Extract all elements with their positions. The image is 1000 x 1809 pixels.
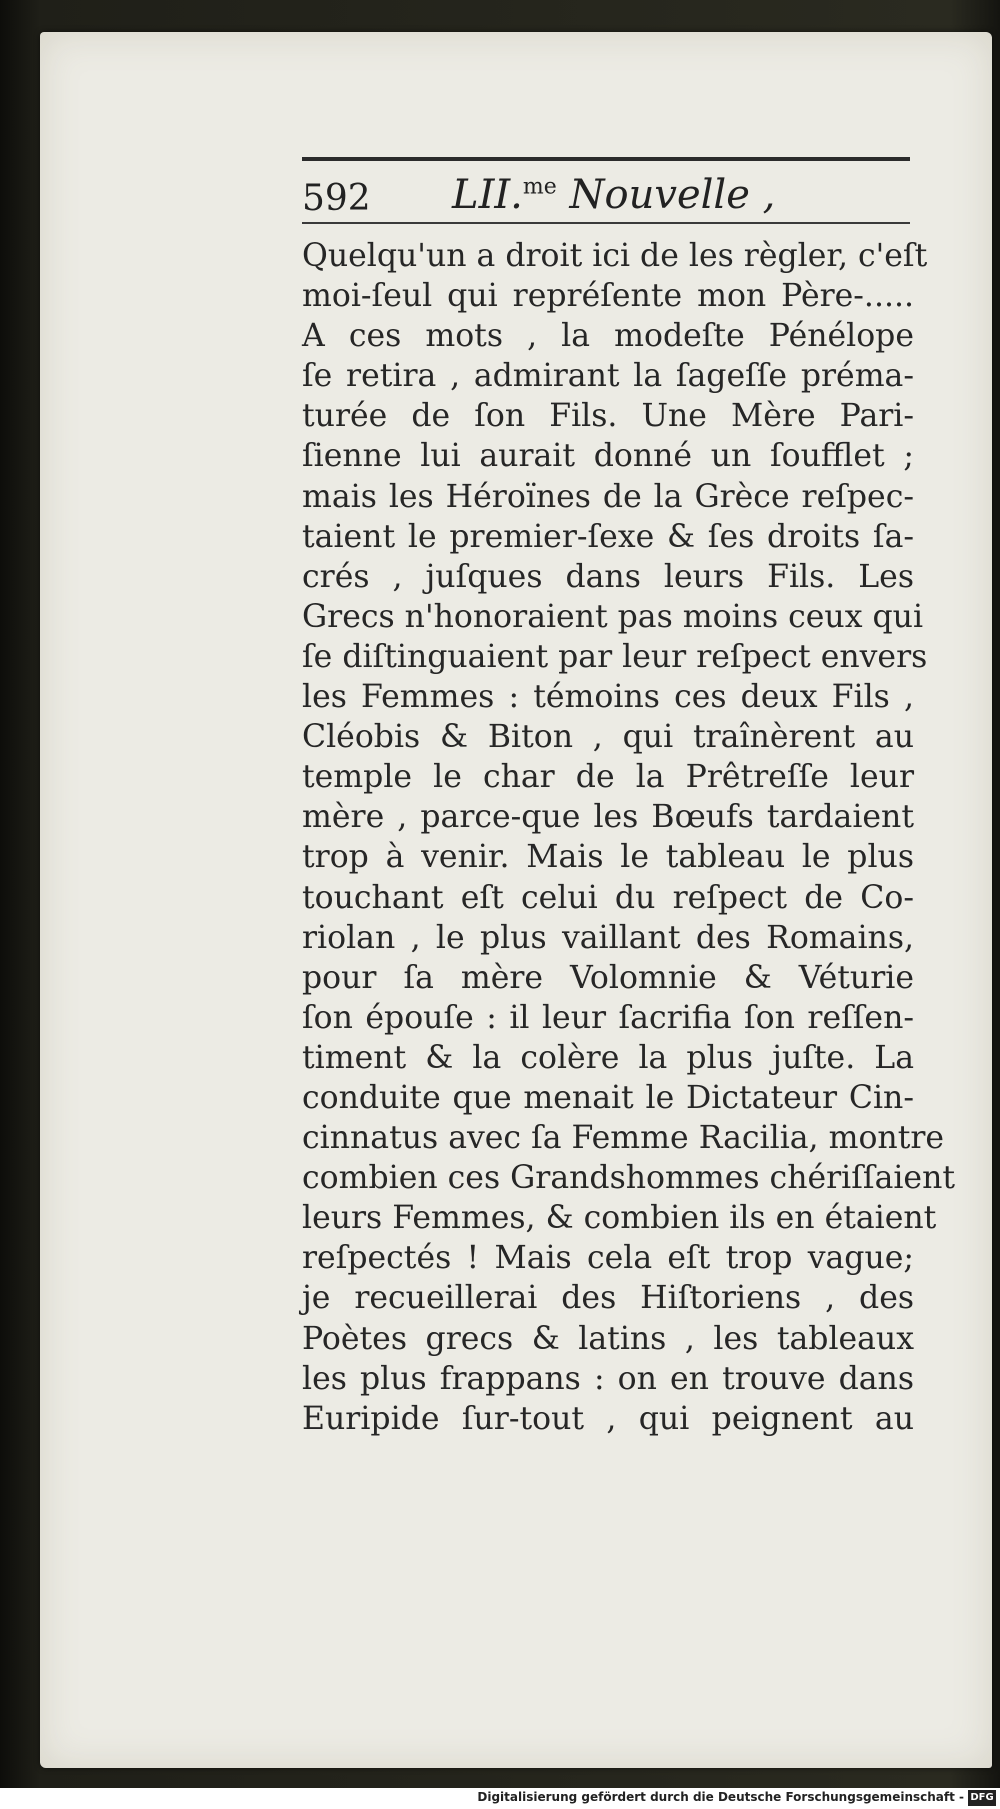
text-line: temple le char de la Prêtreſſe leur xyxy=(302,759,914,796)
text-line: ſe retira , admirant la ſageſſe préma- xyxy=(302,358,914,395)
running-head-tail: Nouvelle , xyxy=(556,172,776,218)
text-line: Euripide ſur-tout , qui peignent au xyxy=(302,1400,914,1437)
digitization-credit: Digitalisierung gefördert durch die Deutsche Forschungsgemeinschaft - xyxy=(477,1790,964,1804)
text-line: timent & la colère la plus juſte. La xyxy=(302,1039,914,1076)
text-line: Grecs n'honoraient pas moins ceux qui xyxy=(302,598,924,635)
text-line: les Femmes : témoins ces deux Fils , xyxy=(302,679,914,716)
text-line: trop à venir. Mais le tableau le plus xyxy=(302,839,914,876)
text-line: les plus frappans : on en trouve dans xyxy=(302,1360,914,1397)
text-line: combien ces Grandshommes chériſſaient xyxy=(302,1160,956,1197)
text-line: Poètes grecs & latins , les tableaux xyxy=(302,1320,914,1357)
text-line: Cléobis & Biton , qui traînèrent au xyxy=(302,719,914,756)
text-line: ſienne lui aurait donné un ſoufflet ; xyxy=(302,438,914,475)
footer-bar xyxy=(0,1788,1000,1809)
text-line: ſe diſtinguaient par leur reſpect envers xyxy=(302,638,928,675)
text-line: mère , parce-que les Bœufs tardaient xyxy=(302,799,914,836)
text-line: touchant eſt celui du reſpect de Co- xyxy=(302,879,914,916)
dfg-logo: DFG xyxy=(968,1790,996,1806)
text-line: leurs Femmes, & combien ils en étaient xyxy=(302,1200,937,1237)
text-line: cinnatus avec ſa Femme Racilia, montre xyxy=(302,1120,945,1157)
text-line: A ces mots , la modeſte Pénélope xyxy=(302,318,914,355)
running-head-superscript: me xyxy=(522,174,557,200)
text-line: conduite que menait le Dictateur Cin- xyxy=(302,1079,914,1116)
text-line: mais les Héroïnes de la Grèce reſpec- xyxy=(302,478,914,515)
text-line: ſon épouſe : il leur ſacrifia ſon reſſen- xyxy=(302,999,914,1036)
header-rule-top xyxy=(302,157,910,161)
text-line: crés , juſques dans leurs Fils. Les xyxy=(302,558,914,595)
text-line: riolan , le plus vaillant des Romains, xyxy=(302,919,914,956)
text-line: taient le premier-ſexe & ſes droits ſa- xyxy=(302,518,914,555)
running-head xyxy=(452,172,775,218)
running-head-main: LII. xyxy=(452,172,523,218)
text-line: pour ſa mère Volomnie & Véturie xyxy=(302,959,914,996)
text-line: je recueillerai des Hiſtoriens , des xyxy=(302,1280,914,1317)
text-line: reſpectés ! Mais cela eſt trop vague; xyxy=(302,1240,914,1277)
header-rule-bottom xyxy=(302,222,910,224)
page-number: 592 xyxy=(302,178,371,219)
text-line: Quelqu'un a droit ici de les règler, c'eſt xyxy=(302,238,928,274)
text-line: moi-ſeul qui repréſente mon Père-..... xyxy=(302,278,914,315)
text-line: turée de ſon Fils. Une Mère Pari- xyxy=(302,398,914,435)
body-text xyxy=(302,236,956,1439)
